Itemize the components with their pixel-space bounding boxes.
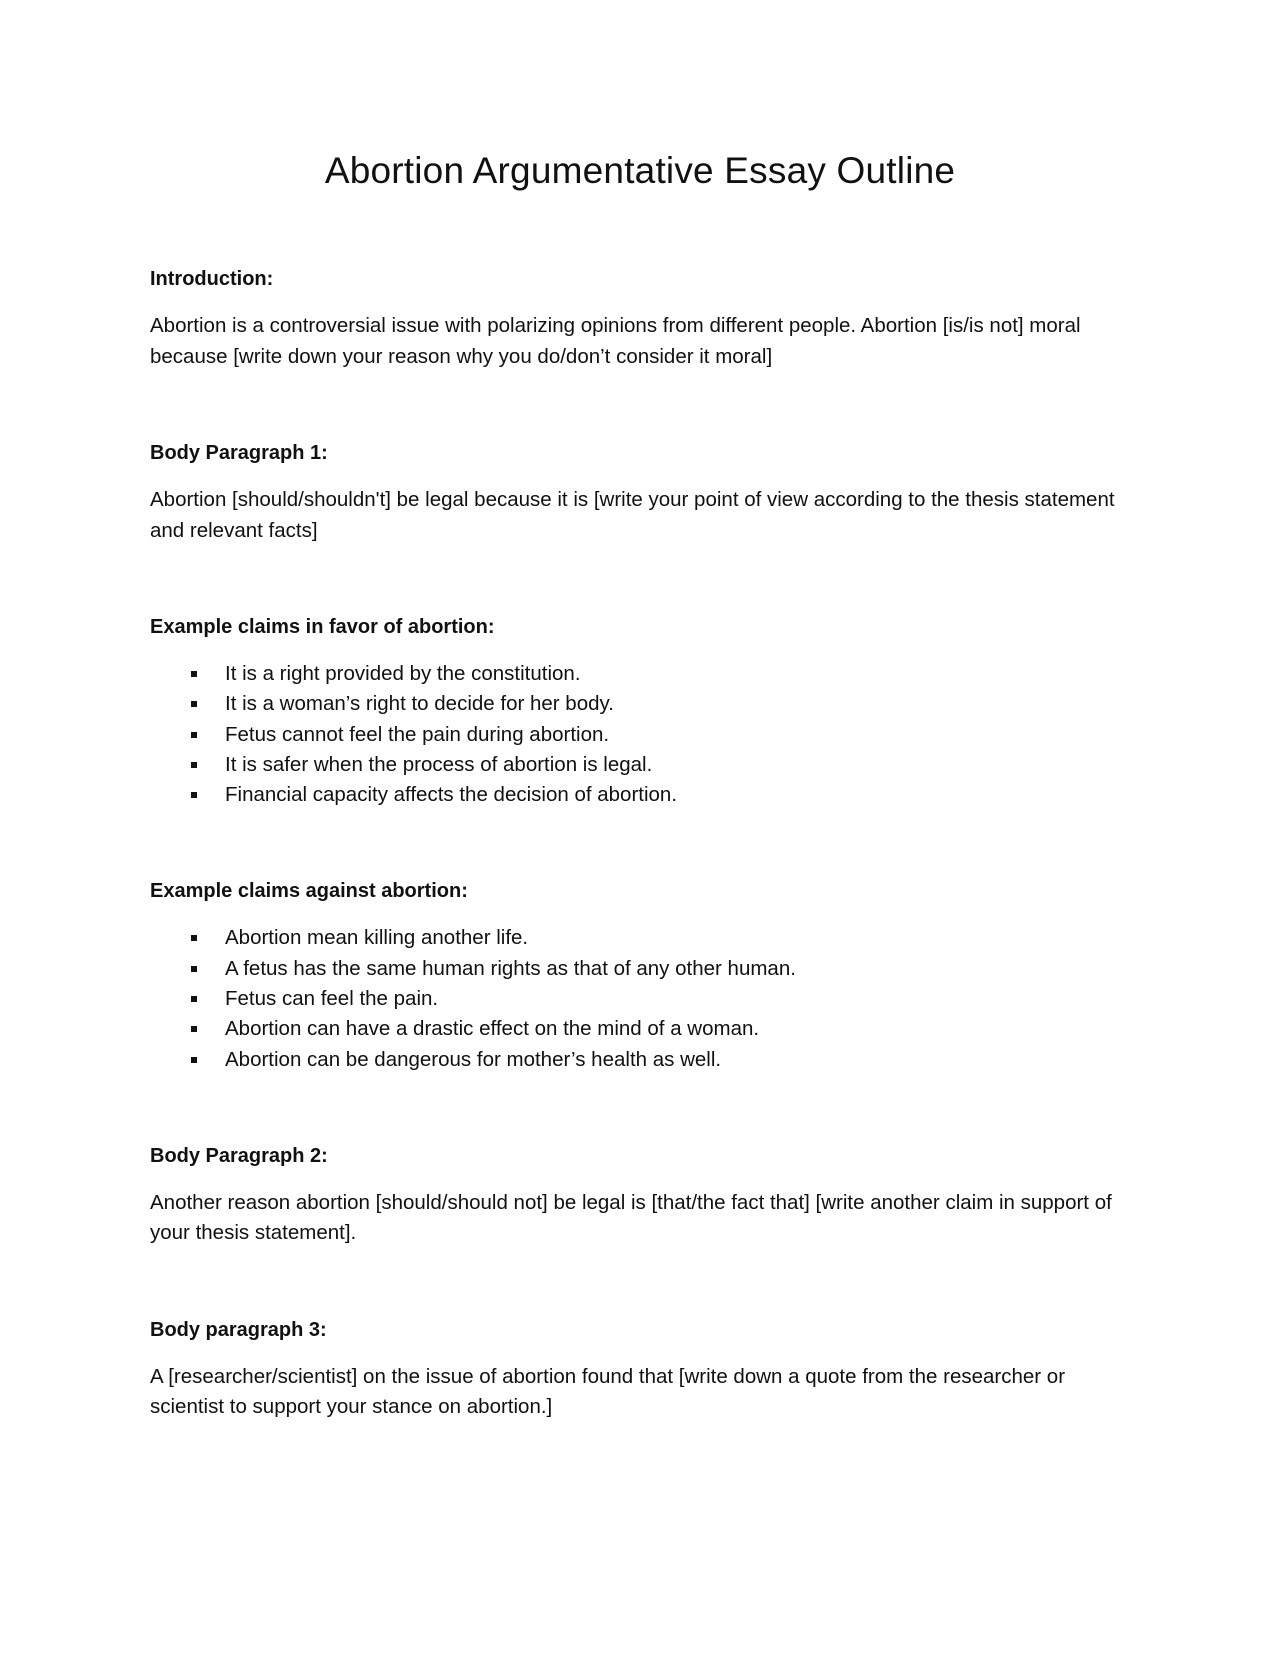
- section-heading: Introduction:: [150, 268, 274, 290]
- section-heading: Example claims against abortion:: [150, 880, 468, 903]
- list-item: It is a right provided by the constitution.: [150, 659, 1130, 689]
- square-bullet-icon: [191, 966, 197, 972]
- section-paragraph: Abortion [should/shouldn't] be legal because it is [write your point of view according to the thesis statement and relevant facts]: [150, 488, 1115, 542]
- list-item: Financial capacity affects the decision of abortion.: [150, 780, 1130, 810]
- square-bullet-icon: [191, 792, 197, 798]
- section-introduction: [150, 268, 1130, 372]
- section-claims-against: [150, 880, 1130, 1074]
- section-body-paragraph-3: [150, 1319, 1130, 1423]
- square-bullet-icon: [191, 671, 197, 677]
- section-heading: Body Paragraph 2:: [150, 1144, 328, 1167]
- list-item: Abortion can be dangerous for mother’s health as well.: [150, 1045, 1130, 1075]
- square-bullet-icon: [191, 996, 197, 1002]
- document-title: Abortion Argumentative Essay Outline: [324, 150, 956, 191]
- section-paragraph: A [researcher/scientist] on the issue of abortion found that [write down a quote from the researcher or scientist to support your stance on abortion.]: [150, 1364, 1066, 1419]
- section-body-paragraph-1: [150, 442, 1130, 546]
- section-heading: Body Paragraph 1:: [150, 442, 328, 464]
- claims-against-list: [150, 923, 1130, 1074]
- section-paragraph: Another reason abortion [should/should not] be legal is [that/the fact that] [write another claim in support of your thesis statement].: [150, 1190, 1112, 1245]
- square-bullet-icon: [191, 1057, 197, 1063]
- section-heading: Example claims in favor of abortion:: [150, 616, 495, 638]
- list-item: Abortion mean killing another life.: [150, 923, 1130, 953]
- section-body-paragraph-2: [150, 1145, 1130, 1249]
- list-item: Fetus can feel the pain.: [150, 984, 1130, 1014]
- square-bullet-icon: [191, 1026, 197, 1032]
- square-bullet-icon: [191, 701, 197, 707]
- section-claims-in-favor: [150, 616, 1130, 810]
- list-item: It is safer when the process of abortion is legal.: [150, 750, 1130, 780]
- list-item: Fetus cannot feel the pain during abortion.: [150, 720, 1130, 750]
- list-item: Abortion can have a drastic effect on the mind of a woman.: [150, 1014, 1130, 1044]
- list-item: It is a woman’s right to decide for her body.: [150, 689, 1130, 719]
- square-bullet-icon: [191, 762, 197, 768]
- claims-in-favor-list: [150, 659, 1130, 810]
- section-paragraph: Abortion is a controversial issue with polarizing opinions from different people. Abortion [is/is not] moral because [write down your reason why you do/don’t consider it moral]: [150, 314, 1081, 368]
- square-bullet-icon: [191, 732, 197, 738]
- section-heading: Body paragraph 3:: [150, 1318, 327, 1341]
- square-bullet-icon: [191, 935, 197, 941]
- list-item: A fetus has the same human rights as that of any other human.: [150, 954, 1130, 984]
